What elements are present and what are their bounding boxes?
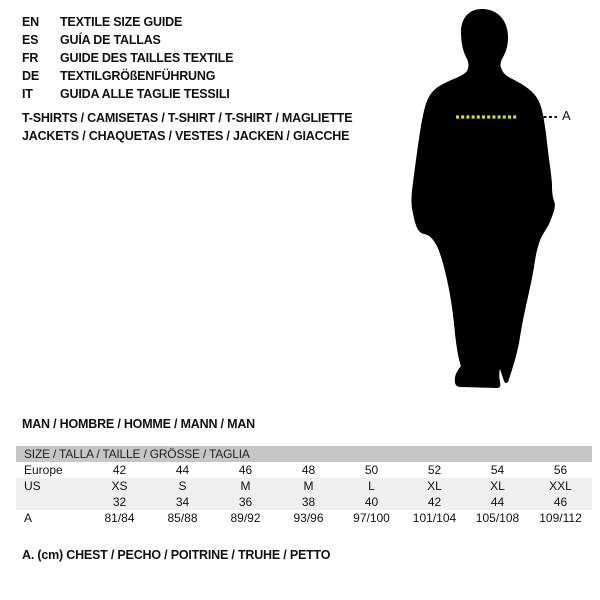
language-row bbox=[22, 13, 233, 31]
size-cell: XL bbox=[490, 479, 505, 493]
language-row bbox=[22, 31, 233, 49]
man-silhouette-svg bbox=[405, 5, 560, 390]
language-row bbox=[22, 49, 233, 67]
size-cell: 46 bbox=[553, 495, 568, 509]
language-label: GUIDA ALLE TAGLIE TESSILI bbox=[60, 87, 230, 101]
table-row bbox=[16, 494, 592, 510]
size-table bbox=[16, 446, 592, 526]
size-cell: 44 bbox=[175, 463, 190, 477]
size-cell: L bbox=[368, 479, 375, 493]
size-cell: 36 bbox=[238, 495, 253, 509]
row-label bbox=[16, 494, 88, 510]
size-cell: 40 bbox=[364, 495, 379, 509]
category-list bbox=[22, 109, 352, 145]
row-label: Europe bbox=[24, 463, 63, 477]
language-label: GUIDE DES TAILLES TEXTILE bbox=[60, 51, 234, 65]
table-row bbox=[16, 478, 592, 494]
size-cell: XL bbox=[427, 479, 442, 493]
size-cell: 109/112 bbox=[539, 511, 582, 525]
size-table-header: SIZE / TALLA / TAILLE / GRÖSSE / TAGLIA bbox=[16, 446, 592, 462]
size-cell: 56 bbox=[553, 463, 568, 477]
size-cell: 32 bbox=[112, 495, 127, 509]
language-list bbox=[22, 13, 233, 103]
size-cell: 46 bbox=[238, 463, 253, 477]
size-cell: 34 bbox=[175, 495, 190, 509]
language-code: IT bbox=[22, 87, 33, 101]
size-cell: 93/96 bbox=[293, 511, 324, 525]
measure-label-a: A bbox=[562, 108, 571, 123]
size-cell: 52 bbox=[427, 463, 442, 477]
size-cell: 50 bbox=[364, 463, 379, 477]
row-label: A bbox=[24, 511, 33, 525]
language-label: TEXTILGRÖßENFÜHRUNG bbox=[60, 69, 216, 83]
size-cell: 42 bbox=[427, 495, 442, 509]
size-cell: 89/92 bbox=[230, 511, 261, 525]
size-cell: M bbox=[240, 479, 251, 493]
size-cell: 42 bbox=[112, 463, 127, 477]
size-cell: 97/100 bbox=[353, 511, 390, 525]
language-code: FR bbox=[22, 51, 39, 65]
language-label: GUÍA DE TALLAS bbox=[60, 33, 161, 47]
size-cell: 101/104 bbox=[412, 511, 457, 525]
size-cell: 81/84 bbox=[104, 511, 135, 525]
language-code: ES bbox=[22, 33, 39, 47]
size-cell: XS bbox=[111, 479, 128, 493]
gender-line: MAN / HOMBRE / HOMME / MANN / MAN bbox=[22, 417, 255, 431]
size-cell: 85/88 bbox=[167, 511, 198, 525]
measurement-footnote: A. (cm) CHEST / PECHO / POITRINE / TRUHE / PETTO bbox=[22, 548, 331, 562]
size-cell: XXL bbox=[549, 479, 572, 493]
language-code: DE bbox=[22, 69, 39, 83]
size-cell: S bbox=[178, 479, 187, 493]
size-cell: 44 bbox=[490, 495, 505, 509]
size-cell: 105/108 bbox=[475, 511, 520, 525]
category-line-tshirts: T-SHIRTS / CAMISETAS / T-SHIRT / T-SHIRT / MAGLIETTE bbox=[22, 111, 353, 125]
man-silhouette-path bbox=[411, 9, 554, 388]
man-silhouette-figure bbox=[405, 5, 560, 390]
size-table-body bbox=[16, 462, 592, 526]
category-line-jackets: JACKETS / CHAQUETAS / VESTES / JACKEN / GIACCHE bbox=[22, 129, 350, 143]
table-row bbox=[16, 462, 592, 478]
language-label: TEXTILE SIZE GUIDE bbox=[60, 15, 183, 29]
language-row bbox=[22, 85, 233, 103]
row-label: US bbox=[24, 479, 41, 493]
size-cell: 38 bbox=[301, 495, 316, 509]
size-cell: 54 bbox=[490, 463, 505, 477]
language-row bbox=[22, 67, 233, 85]
language-code: EN bbox=[22, 15, 39, 29]
size-cell: M bbox=[303, 479, 314, 493]
table-row bbox=[16, 510, 592, 526]
size-cell: 48 bbox=[301, 463, 316, 477]
